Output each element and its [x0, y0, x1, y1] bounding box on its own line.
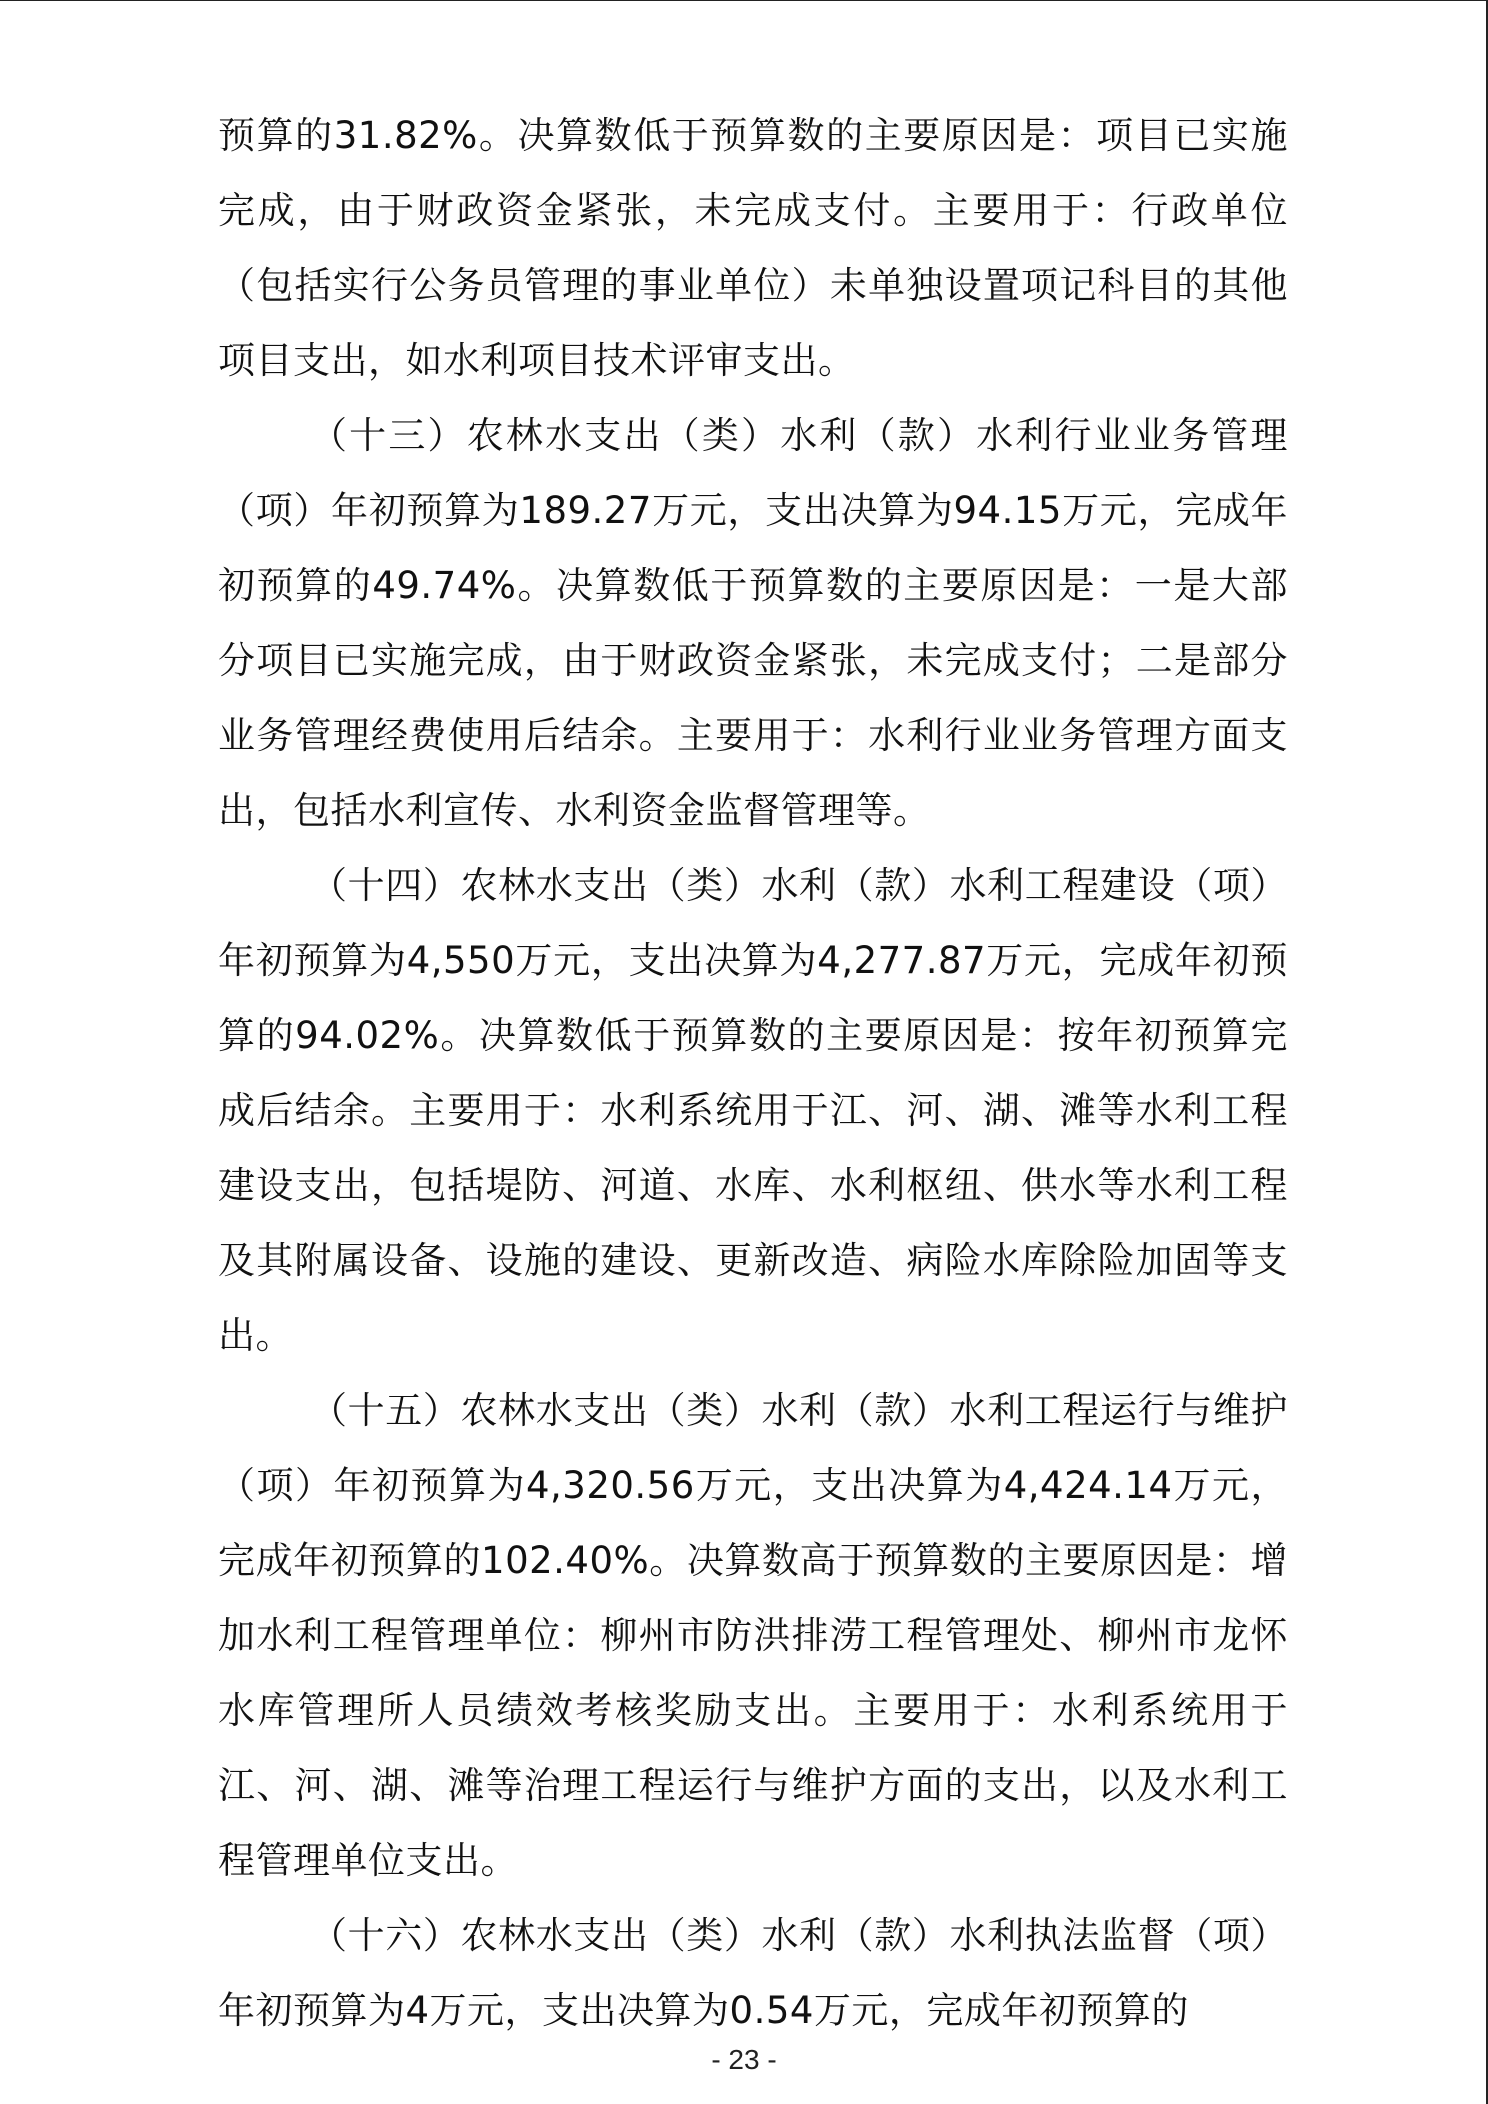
page-number: - 23 -: [711, 2044, 777, 2075]
paragraph-item-16: （十六）农林水支出（类）水利（款）水利执法监督（项）年初预算为4万元，支出决算为0.54万元，完成年初预算的: [218, 1914, 1288, 2032]
paragraph-item-14: （十四）农林水支出（类）水利（款）水利工程建设（项）年初预算为4,550万元，支出决算为4,277.87万元，完成年初预算的94.02%。决算数低于预算数的主要原因是：按年初预算完成后结余。主要用于：水利系统用于江、河、湖、滩等水利工程建设支出，包括堤防、河道、水库、水利枢纽、供水等水利工程及其附属设备、设施的建设、更新改造、病险水库除险加固等支出。: [218, 864, 1288, 1357]
document-body: [218, 98, 1288, 2048]
paragraph-continuation: 预算的31.82%。决算数低于预算数的主要原因是：项目已实施完成，由于财政资金紧张，未完成支付。主要用于：行政单位（包括实行公务员管理的事业单位）未单独设置项记科目的其他项目支出，如水利项目技术评审支出。: [218, 114, 1288, 382]
paragraph-item-15: （十五）农林水支出（类）水利（款）水利工程运行与维护（项）年初预算为4,320.56万元，支出决算为4,424.14万元，完成年初预算的102.40%。决算数高于预算数的主要原因是：增加水利工程管理单位：柳州市防洪排涝工程管理处、柳州市龙怀水库管理所人员绩效考核奖励支出。主要用于：水利系统用于江、河、湖、滩等治理工程运行与维护方面的支出，以及水利工程管理单位支出。: [218, 1389, 1288, 1882]
paragraph-item-13: （十三）农林水支出（类）水利（款）水利行业业务管理（项）年初预算为189.27万元，支出决算为94.15万元，完成年初预算的49.74%。决算数低于预算数的主要原因是：一是大部分项目已实施完成，由于财政资金紧张，未完成支付；二是部分业务管理经费使用后结余。主要用于：水利行业业务管理方面支出，包括水利宣传、水利资金监督管理等。: [218, 414, 1288, 832]
